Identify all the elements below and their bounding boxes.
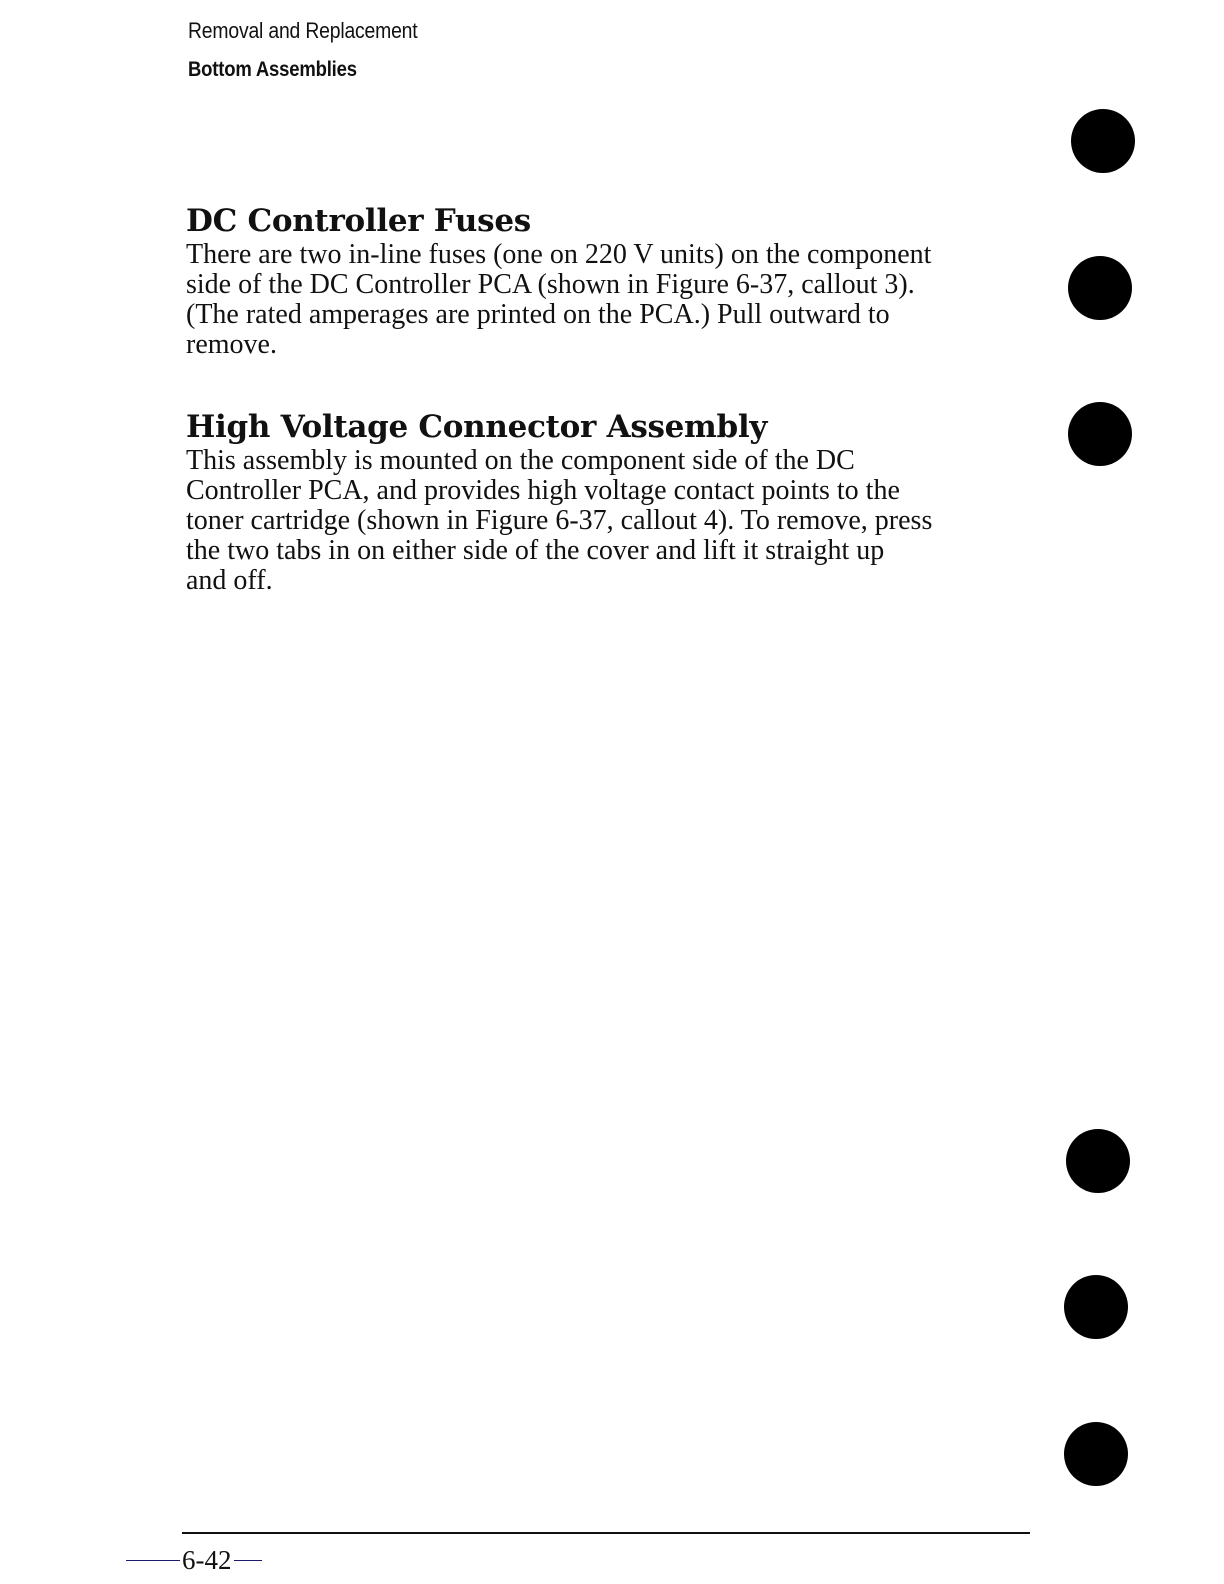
section-high-voltage-connector (186, 410, 1026, 596)
section-heading: DC Controller Fuses (186, 203, 531, 239)
footer-rule (182, 1532, 1030, 1534)
punch-hole-1 (1071, 109, 1135, 173)
section-body: This assembly is mounted on the component side of the DC Controller PCA, and provides high voltage contact points to the toner cartridge (shown in Figure 6-37, callout 4). To remove, press the two tabs in on either side of the cover and lift it straight up and off. (186, 445, 933, 596)
punch-hole-4 (1066, 1129, 1130, 1193)
page-number: 6-42 (182, 1545, 232, 1575)
chapter-title: Removal and Replacement (188, 18, 418, 43)
section-title: Bottom Assemblies (188, 58, 357, 81)
page-footer (126, 1542, 262, 1578)
page-number-rule-right (234, 1560, 262, 1561)
page-number-rule-left (126, 1560, 180, 1561)
section-body: There are two in-line fuses (one on 220 V units) on the component side of the DC Controller PCA (shown in Figure 6-37, callout 3). (The rated amperages are printed on the PCA.) Pull outward to remove. (186, 239, 932, 360)
section-heading: High Voltage Connector Assembly (186, 409, 768, 445)
punch-hole-2 (1068, 256, 1132, 320)
punch-hole-6 (1064, 1422, 1128, 1486)
punch-hole-3 (1068, 402, 1132, 466)
section-dc-controller-fuses (186, 204, 1026, 360)
punch-hole-5 (1064, 1275, 1128, 1339)
